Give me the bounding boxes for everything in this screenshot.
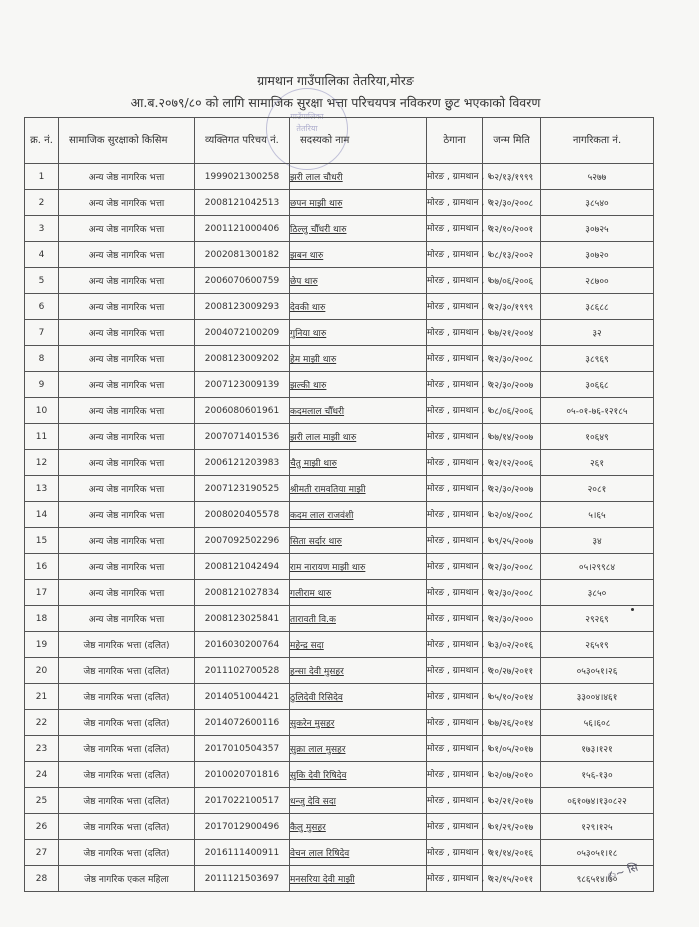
row-citizenship: ३८५४० <box>541 190 654 216</box>
row-address: मोरङ , ग्रामथान , १ <box>427 164 483 190</box>
row-id: 2010020701816 <box>195 762 290 788</box>
table-row <box>25 658 654 684</box>
row-name: झबन थारु <box>290 242 427 268</box>
row-id: 2004072100209 <box>195 320 290 346</box>
row-type: अन्य जेष्ठ नागरिक भत्ता <box>59 424 195 450</box>
row-type: अन्य जेष्ठ नागरिक भत्ता <box>59 372 195 398</box>
row-type: अन्य जेष्ठ नागरिक भत्ता <box>59 606 195 632</box>
row-id: 2006080601961 <box>195 398 290 424</box>
row-type: अन्य जेष्ठ नागरिक भत्ता <box>59 164 195 190</box>
row-id: 1999021300258 <box>195 164 290 190</box>
row-name: धन्जु देवि सदा <box>290 788 427 814</box>
row-id: 2008121042494 <box>195 554 290 580</box>
page-title: ग्रामथान गाउँपालिका तेतरिया,मोरङ <box>257 73 414 88</box>
row-id: 2002081300182 <box>195 242 290 268</box>
beneficiary-table <box>24 117 654 892</box>
row-type: अन्य जेष्ठ नागरिक भत्ता <box>59 268 195 294</box>
row-dob: ०३/०२/२०१६ <box>483 632 541 658</box>
table-row <box>25 632 654 658</box>
row-address: मोरङ , ग्रामथान , १ <box>427 346 483 372</box>
col-header-name: सदस्यको नाम <box>290 118 427 164</box>
row-dob: ०८/१३/२००२ <box>483 242 541 268</box>
row-type: अन्य जेष्ठ नागरिक भत्ता <box>59 528 195 554</box>
row-id: 2008123009202 <box>195 346 290 372</box>
table-row <box>25 164 654 190</box>
row-address: मोरङ , ग्रामथान , १ <box>427 190 483 216</box>
row-citizenship: ३८६८८ <box>541 294 654 320</box>
row-type: जेष्ठ नागरिक भत्ता (दलित) <box>59 736 195 762</box>
row-address: मोरङ , ग्रामथान , १ <box>427 424 483 450</box>
table-row <box>25 346 654 372</box>
row-sn: 13 <box>25 476 59 502</box>
row-sn: 28 <box>25 866 59 892</box>
row-sn: 17 <box>25 580 59 606</box>
row-type: जेष्ठ नागरिक भत्ता (दलित) <box>59 788 195 814</box>
row-id: 2011121503697 <box>195 866 290 892</box>
table-row <box>25 762 654 788</box>
row-id: 2017010504357 <box>195 736 290 762</box>
row-address: मोरङ , ग्रामथान , १ <box>427 372 483 398</box>
row-citizenship: ५२७७ <box>541 164 654 190</box>
row-type: अन्य जेष्ठ नागरिक भत्ता <box>59 476 195 502</box>
row-citizenship: २६१ <box>541 450 654 476</box>
row-id: 2007092502296 <box>195 528 290 554</box>
row-address: मोरङ , ग्रामथान , १ <box>427 788 483 814</box>
row-address: मोरङ , ग्रामथान , १ <box>427 320 483 346</box>
table-row <box>25 242 654 268</box>
row-address: मोरङ , ग्रामथान , १ <box>427 762 483 788</box>
row-address: मोरङ , ग्रामथान , १ <box>427 528 483 554</box>
row-name: देवकी थारु <box>290 294 427 320</box>
row-citizenship: ०५-०१-७६-१२१८५ <box>541 398 654 424</box>
row-type: अन्य जेष्ठ नागरिक भत्ता <box>59 216 195 242</box>
row-type: जेष्ठ नागरिक एकल महिला <box>59 866 195 892</box>
row-type: अन्य जेष्ठ नागरिक भत्ता <box>59 554 195 580</box>
row-dob: ०८/०६/२००६ <box>483 398 541 424</box>
table-row <box>25 372 654 398</box>
row-sn: 19 <box>25 632 59 658</box>
row-citizenship: ५।६५ <box>541 502 654 528</box>
row-dob: ०७/२६/२०१४ <box>483 710 541 736</box>
row-sn: 10 <box>25 398 59 424</box>
row-dob: १२/१०/२००१ <box>483 216 541 242</box>
row-dob: ११/१४/२०१६ <box>483 840 541 866</box>
table-row <box>25 684 654 710</box>
row-dob: १२/३०/२००८ <box>483 554 541 580</box>
table-row <box>25 710 654 736</box>
row-address: मोरङ , ग्रामथान , १ <box>427 554 483 580</box>
row-id: 2014051004421 <box>195 684 290 710</box>
row-type: जेष्ठ नागरिक भत्ता (दलित) <box>59 840 195 866</box>
row-dob: १२/१२/२००६ <box>483 450 541 476</box>
row-type: जेष्ठ नागरिक भत्ता (दलित) <box>59 632 195 658</box>
row-type: अन्य जेष्ठ नागरिक भत्ता <box>59 450 195 476</box>
row-dob: ०९/२५/२००७ <box>483 528 541 554</box>
row-name: श्रीमती रामवतिया माझी <box>290 476 427 502</box>
row-id: 2007123009139 <box>195 372 290 398</box>
row-citizenship: २६५१९ <box>541 632 654 658</box>
table-header-row <box>25 118 654 164</box>
row-name: राम नारायण माझी थारु <box>290 554 427 580</box>
row-name: महेन्द्र सदा <box>290 632 427 658</box>
table-row <box>25 840 654 866</box>
row-dob: १०/२७/२०११ <box>483 658 541 684</box>
row-address: मोरङ , ग्रामथान , १ <box>427 216 483 242</box>
row-type: जेष्ठ नागरिक भत्ता (दलित) <box>59 814 195 840</box>
row-address: मोरङ , ग्रामथान , १ <box>427 632 483 658</box>
table-row <box>25 268 654 294</box>
row-sn: 14 <box>25 502 59 528</box>
table-row <box>25 320 654 346</box>
row-dob: ०२/२१/२०१७ <box>483 788 541 814</box>
row-dob: ०१/२९/२०१७ <box>483 814 541 840</box>
row-dob: ०२/०७/२०१० <box>483 762 541 788</box>
row-address: मोरङ , ग्रामथान , १ <box>427 814 483 840</box>
row-name: गुनिया थारु <box>290 320 427 346</box>
table-row <box>25 788 654 814</box>
row-id: 2008121027834 <box>195 580 290 606</box>
row-citizenship: ०६१०७४।१३०८२२ <box>541 788 654 814</box>
row-sn: 27 <box>25 840 59 866</box>
col-header-type: सामाजिक सुरक्षाको किसिम <box>59 118 195 164</box>
row-citizenship: ३२ <box>541 320 654 346</box>
table-row <box>25 580 654 606</box>
row-type: अन्य जेष्ठ नागरिक भत्ता <box>59 294 195 320</box>
row-citizenship: २९२६९ <box>541 606 654 632</box>
row-type: अन्य जेष्ठ नागरिक भत्ता <box>59 580 195 606</box>
table-row <box>25 216 654 242</box>
row-citizenship: १०६४९ <box>541 424 654 450</box>
row-id: 2008123025841 <box>195 606 290 632</box>
row-sn: 24 <box>25 762 59 788</box>
table-row <box>25 814 654 840</box>
col-header-dob: जन्म मिति <box>483 118 541 164</box>
row-name: सुक्रा लाल मुसहर <box>290 736 427 762</box>
row-citizenship: ०५३०५१।१८ <box>541 840 654 866</box>
row-citizenship: ३८९६९ <box>541 346 654 372</box>
row-citizenship: ९८६५१४।७० <box>541 866 654 892</box>
row-type: जेष्ठ नागरिक भत्ता (दलित) <box>59 684 195 710</box>
page-subtitle: आ.ब.२०७९/८० को लागि सामाजिक सुरक्षा भत्ता परिचयपत्र नविकरण छुट भएकाको विवरण <box>130 95 541 110</box>
row-id: 2006121203983 <box>195 450 290 476</box>
row-id: 2008020405578 <box>195 502 290 528</box>
row-citizenship: ३०७२० <box>541 242 654 268</box>
row-name: ठिल्लु चौँधरी थारु <box>290 216 427 242</box>
row-address: मोरङ , ग्रामथान , १ <box>427 476 483 502</box>
row-name: गलीराम थारु <box>290 580 427 606</box>
row-citizenship: ३४ <box>541 528 654 554</box>
row-name: ठुलिदेवी रिसिदेव <box>290 684 427 710</box>
row-name: हेम माझी थारु <box>290 346 427 372</box>
row-id: 2016111400911 <box>195 840 290 866</box>
row-citizenship: २८७०० <box>541 268 654 294</box>
row-dob: १२/३०/२००८ <box>483 346 541 372</box>
table-row <box>25 294 654 320</box>
row-id: 2016030200764 <box>195 632 290 658</box>
ink-dot <box>631 608 634 611</box>
row-sn: 3 <box>25 216 59 242</box>
row-address: मोरङ , ग्रामथान , १ <box>427 398 483 424</box>
row-citizenship: १५६-१३० <box>541 762 654 788</box>
row-dob: ०५/१०/२०१४ <box>483 684 541 710</box>
row-name: मनसरिया देवी माझी <box>290 866 427 892</box>
row-sn: 15 <box>25 528 59 554</box>
col-header-sn: क्र. नं. <box>25 118 59 164</box>
signature-mark: ✍︎~ सि <box>604 860 640 884</box>
row-name: तारावती वि.क <box>290 606 427 632</box>
row-type: अन्य जेष्ठ नागरिक भत्ता <box>59 398 195 424</box>
row-name: कदम लाल राजवंशी <box>290 502 427 528</box>
row-sn: 25 <box>25 788 59 814</box>
row-address: मोरङ , ग्रामथान , १ <box>427 866 483 892</box>
row-citizenship: १२९।१२५ <box>541 814 654 840</box>
row-type: अन्य जेष्ठ नागरिक भत्ता <box>59 242 195 268</box>
table-row <box>25 450 654 476</box>
row-sn: 2 <box>25 190 59 216</box>
row-type: अन्य जेष्ठ नागरिक भत्ता <box>59 346 195 372</box>
row-sn: 11 <box>25 424 59 450</box>
row-type: जेष्ठ नागरिक भत्ता (दलित) <box>59 658 195 684</box>
row-address: मोरङ , ग्रामथान , १ <box>427 736 483 762</box>
row-sn: 6 <box>25 294 59 320</box>
table-row <box>25 424 654 450</box>
row-citizenship: ३०६६८ <box>541 372 654 398</box>
row-citizenship: ०५३०५१।२६ <box>541 658 654 684</box>
row-name: कैलु मुसहर <box>290 814 427 840</box>
row-address: मोरङ , ग्रामथान , १ <box>427 502 483 528</box>
row-sn: 9 <box>25 372 59 398</box>
row-name: छपन माझी थारु <box>290 190 427 216</box>
table-row <box>25 866 654 892</box>
col-header-address: ठेगाना <box>427 118 483 164</box>
row-citizenship: २०८१ <box>541 476 654 502</box>
row-name: सुकरेन मुसहर <box>290 710 427 736</box>
row-dob: १२/३०/१९९९ <box>483 294 541 320</box>
row-citizenship: ३८५० <box>541 580 654 606</box>
row-citizenship: ०५।२९९८४ <box>541 554 654 580</box>
row-sn: 4 <box>25 242 59 268</box>
table-row <box>25 606 654 632</box>
row-type: अन्य जेष्ठ नागरिक भत्ता <box>59 502 195 528</box>
row-name: सिता सर्दार थारु <box>290 528 427 554</box>
row-id: 2001121000406 <box>195 216 290 242</box>
row-sn: 5 <box>25 268 59 294</box>
row-sn: 26 <box>25 814 59 840</box>
row-dob: ०७/२१/२००४ <box>483 320 541 346</box>
row-sn: 20 <box>25 658 59 684</box>
row-address: मोरङ , ग्रामथान , १ <box>427 580 483 606</box>
row-dob: १२/३०/२००० <box>483 606 541 632</box>
row-address: मोरङ , ग्रामथान , १ <box>427 268 483 294</box>
row-address: मोरङ , ग्रामथान , १ <box>427 710 483 736</box>
row-sn: 8 <box>25 346 59 372</box>
row-id: 2011102700528 <box>195 658 290 684</box>
col-header-id: व्यक्तिगत परिचय नं. <box>195 118 290 164</box>
row-type: अन्य जेष्ठ नागरिक भत्ता <box>59 190 195 216</box>
row-sn: 18 <box>25 606 59 632</box>
row-type: जेष्ठ नागरिक भत्ता (दलित) <box>59 762 195 788</box>
table-row <box>25 190 654 216</box>
table-row <box>25 476 654 502</box>
row-address: मोरङ , ग्रामथान , १ <box>427 840 483 866</box>
row-sn: 21 <box>25 684 59 710</box>
row-id: 2007123190525 <box>195 476 290 502</box>
row-sn: 22 <box>25 710 59 736</box>
office-stamp: गाउँपालिका तेतरिया <box>266 88 348 170</box>
row-name: चैतु माझी थारु <box>290 450 427 476</box>
row-citizenship: ५६।६०८ <box>541 710 654 736</box>
row-id: 2007071401536 <box>195 424 290 450</box>
row-citizenship: ३३००४।४६१ <box>541 684 654 710</box>
row-dob: ०२/०४/२००८ <box>483 502 541 528</box>
row-dob: ०२/१३/१९९९ <box>483 164 541 190</box>
row-name: सुकि देवी रिषिदेव <box>290 762 427 788</box>
row-name: झरी लाल चौधरी <box>290 164 427 190</box>
row-name: झल्की थारु <box>290 372 427 398</box>
row-sn: 23 <box>25 736 59 762</box>
row-address: मोरङ , ग्रामथान , १ <box>427 606 483 632</box>
row-dob: ०७/१४/२००७ <box>483 424 541 450</box>
row-id: 2017012900496 <box>195 814 290 840</box>
row-address: मोरङ , ग्रामथान , १ <box>427 684 483 710</box>
row-dob: ०७/०६/२००६ <box>483 268 541 294</box>
table-row <box>25 502 654 528</box>
row-dob: १२/३०/२००७ <box>483 476 541 502</box>
row-sn: 16 <box>25 554 59 580</box>
row-name: झरी लाल माझी थारु <box>290 424 427 450</box>
row-sn: 1 <box>25 164 59 190</box>
row-citizenship: १७३।१२१ <box>541 736 654 762</box>
row-address: मोरङ , ग्रामथान , १ <box>427 242 483 268</box>
row-id: 2006070600759 <box>195 268 290 294</box>
row-sn: 12 <box>25 450 59 476</box>
table-row <box>25 554 654 580</box>
row-type: जेष्ठ नागरिक भत्ता (दलित) <box>59 710 195 736</box>
row-sn: 7 <box>25 320 59 346</box>
row-id: 2014072600116 <box>195 710 290 736</box>
row-id: 2017022100517 <box>195 788 290 814</box>
row-id: 2008121042513 <box>195 190 290 216</box>
row-dob: १२/३०/२००७ <box>483 372 541 398</box>
row-dob: १२/१५/२०११ <box>483 866 541 892</box>
row-name: वेचन लाल रिषिदेव <box>290 840 427 866</box>
row-citizenship: ३०७२५ <box>541 216 654 242</box>
row-dob: १२/३०/२००८ <box>483 190 541 216</box>
row-id: 2008123009293 <box>195 294 290 320</box>
row-address: मोरङ , ग्रामथान , १ <box>427 294 483 320</box>
row-name: कदमलाल चौँधरी <box>290 398 427 424</box>
row-address: मोरङ , ग्रामथान , १ <box>427 450 483 476</box>
col-header-citizenship: नागरिकता नं. <box>541 118 654 164</box>
table-row <box>25 736 654 762</box>
row-address: मोरङ , ग्रामथान , १ <box>427 658 483 684</box>
row-dob: १२/३०/२००८ <box>483 580 541 606</box>
row-name: हन्सा देवी मुसहर <box>290 658 427 684</box>
table-row <box>25 398 654 424</box>
row-dob: ०१/०५/२०१७ <box>483 736 541 762</box>
row-type: अन्य जेष्ठ नागरिक भत्ता <box>59 320 195 346</box>
table-row <box>25 528 654 554</box>
row-name: छेप थारु <box>290 268 427 294</box>
